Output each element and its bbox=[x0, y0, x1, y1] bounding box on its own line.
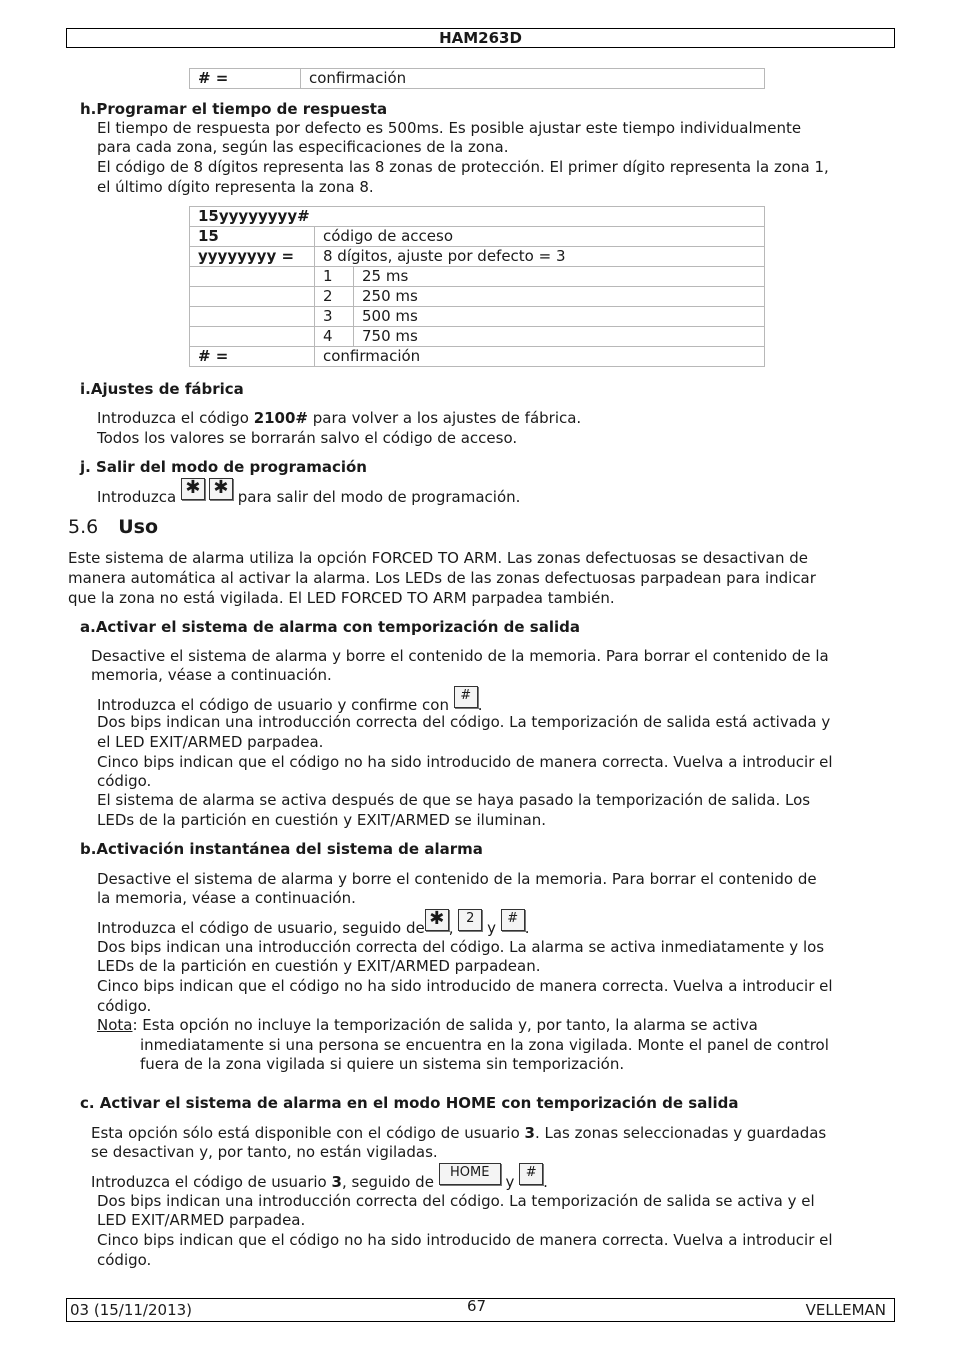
table-key: 15 bbox=[190, 227, 315, 247]
text-run: Introduzca el código de usuario, seguido de bbox=[97, 918, 425, 937]
table-value: 8 dígitos, ajuste por defecto = 3 bbox=[315, 247, 765, 267]
note-line: inmediatamente si una persona se encuentra en la zona vigilada. Monte el panel de control bbox=[140, 1036, 829, 1054]
table-key: yyyyyyyy = bbox=[190, 247, 315, 267]
section-b-line: LEDs de la partición en cuestión y EXIT/ARMED parpadean. bbox=[97, 957, 541, 975]
user-code: 3 bbox=[524, 1124, 535, 1142]
home-key-icon: HOME bbox=[439, 1163, 501, 1185]
text-run: para salir del modo de programación. bbox=[237, 487, 521, 506]
table-row bbox=[190, 307, 765, 327]
option-value: 750 ms bbox=[354, 327, 765, 347]
text-run: para volver a los ajustes de fábrica. bbox=[308, 409, 582, 427]
table-value: código de acceso bbox=[315, 227, 765, 247]
text-run: y bbox=[505, 1172, 515, 1191]
page-number: 67 bbox=[467, 1297, 487, 1315]
section-title: Uso bbox=[118, 516, 159, 538]
section-b-enter bbox=[97, 909, 530, 935]
section-c-heading: c. Activar el sistema de alarma en el modo HOME con temporización de salida bbox=[80, 1094, 739, 1112]
option-number: 1 bbox=[315, 267, 354, 287]
hash-key-icon: # bbox=[501, 909, 525, 931]
table-row bbox=[190, 267, 765, 287]
text-run: , seguido de bbox=[341, 1172, 434, 1191]
text-run: Introduzca bbox=[97, 487, 177, 506]
key-2-icon: 2 bbox=[458, 909, 482, 931]
text-run: Introduzca el código de usuario bbox=[91, 1172, 332, 1191]
note-line: fuera de la zona vigilada si quiere un sistema sin temporización. bbox=[140, 1055, 625, 1073]
section-h-line: para cada zona, según las especificaciones de la zona. bbox=[97, 138, 509, 156]
section-i-line: Todos los valores se borrarán salvo el código de acceso. bbox=[97, 429, 518, 447]
text-run: , bbox=[448, 918, 454, 937]
section-a-line: el LED EXIT/ARMED parpadea. bbox=[97, 733, 324, 751]
text-run: Introduzca el código de usuario y confirme con bbox=[97, 695, 449, 714]
section-a-heading: a.Activar el sistema de alarma con temporización de salida bbox=[80, 618, 580, 636]
hash-key-icon: # bbox=[454, 686, 478, 708]
section-a-intro: memoria, véase a continuación. bbox=[91, 666, 332, 684]
footer-brand: VELLEMAN bbox=[805, 1301, 886, 1319]
section-b-line: Cinco bips indican que el código no ha sido introducido de manera correcta. Vuelva a introducir el bbox=[97, 977, 833, 995]
table-row bbox=[190, 287, 765, 307]
table-value: confirmación bbox=[301, 69, 765, 89]
table-code: 15yyyyyyyy# bbox=[190, 207, 765, 227]
confirm-table bbox=[189, 68, 765, 89]
section-i-heading: i.Ajustes de fábrica bbox=[80, 380, 244, 398]
factory-code: 2100# bbox=[253, 409, 309, 427]
section-a-enter bbox=[97, 686, 483, 712]
section-c-intro: se desactivan y, por tanto, no están vigiladas. bbox=[91, 1143, 438, 1161]
text-run: : Esta opción no incluye la temporización de salida y, por tanto, la alarma se activa bbox=[132, 1016, 758, 1034]
text-run: . bbox=[543, 1172, 548, 1191]
section-h-heading: h.Programar el tiempo de respuesta bbox=[80, 100, 388, 118]
text-run: . Las zonas seleccionadas y guardadas bbox=[534, 1124, 827, 1142]
section-b-line: código. bbox=[97, 997, 152, 1015]
section-a-intro: Desactive el sistema de alarma y borre el contenido de la memoria. Para borrar el contenido de la bbox=[91, 647, 829, 665]
section-b-intro: la memoria, véase a continuación. bbox=[97, 889, 356, 907]
section-a-line: Cinco bips indican que el código no ha sido introducido de manera correcta. Vuelva a introducir el bbox=[97, 753, 833, 771]
section-5-6-line: que la zona no está vigilada. El LED FORCED TO ARM parpadea también. bbox=[68, 589, 615, 607]
user-code: 3 bbox=[331, 1172, 342, 1191]
option-number: 2 bbox=[315, 287, 354, 307]
section-i-line bbox=[97, 409, 581, 427]
table-key: # = bbox=[190, 69, 301, 89]
section-j-heading: j. Salir del modo de programación bbox=[80, 458, 367, 476]
text-run: . bbox=[477, 695, 483, 714]
text-run: Introduzca el código bbox=[97, 409, 254, 427]
section-c-line: LED EXIT/ARMED parpadea. bbox=[97, 1211, 306, 1229]
section-c-line: Dos bips indican una introducción correcta del código. La temporización de salida se activa y el bbox=[97, 1192, 815, 1210]
section-h-line: El código de 8 dígitos representa las 8 zonas de protección. El primer dígito representa la zona 1, bbox=[97, 158, 829, 176]
section-a-line: Dos bips indican una introducción correcta del código. La temporización de salida está activada y bbox=[97, 713, 831, 731]
section-5-6-heading bbox=[68, 516, 158, 538]
asterisk-key-icon: ✱ bbox=[425, 909, 449, 931]
section-a-line: código. bbox=[97, 772, 152, 790]
option-number: 4 bbox=[315, 327, 354, 347]
text-run: . bbox=[524, 918, 530, 937]
page-header bbox=[66, 28, 895, 48]
table-key: # = bbox=[190, 347, 315, 367]
response-time-table bbox=[189, 206, 765, 367]
text-run: Esta opción sólo está disponible con el código de usuario bbox=[91, 1124, 525, 1142]
option-number: 3 bbox=[315, 307, 354, 327]
section-5-6-line: manera automática al activar la alarma. Los LEDs de las zonas defectuosas parpadean para indicar bbox=[68, 569, 816, 587]
asterisk-key-icon: ✱ bbox=[209, 478, 233, 500]
asterisk-key-icon: ✱ bbox=[181, 478, 205, 500]
section-j-line bbox=[97, 478, 520, 504]
section-a-line: El sistema de alarma se activa después de que se haya pasado la temporización de salida. Los bbox=[97, 791, 811, 809]
section-b-heading: b.Activación instantánea del sistema de alarma bbox=[80, 840, 483, 858]
section-c-line: código. bbox=[97, 1251, 152, 1269]
table-row bbox=[190, 327, 765, 347]
section-h-line: El tiempo de respuesta por defecto es 500ms. Es posible ajustar este tiempo individualmente bbox=[97, 119, 802, 137]
option-value: 250 ms bbox=[354, 287, 765, 307]
footer-version: 03 (15/11/2013) bbox=[70, 1301, 193, 1319]
section-number: 5.6 bbox=[68, 516, 99, 538]
section-c-enter bbox=[91, 1163, 548, 1189]
section-a-line: LEDs de la partición en cuestión y EXIT/ARMED se iluminan. bbox=[97, 811, 547, 829]
model-name: HAM263D bbox=[439, 29, 522, 47]
section-c-line: Cinco bips indican que el código no ha sido introducido de manera correcta. Vuelva a introducir el bbox=[97, 1231, 833, 1249]
section-b-intro: Desactive el sistema de alarma y borre el contenido de la memoria. Para borrar el contenido de bbox=[97, 870, 817, 888]
option-value: 25 ms bbox=[354, 267, 765, 287]
section-h-line: el último dígito representa la zona 8. bbox=[97, 178, 374, 196]
note bbox=[97, 1016, 758, 1034]
option-value: 500 ms bbox=[354, 307, 765, 327]
table-value: confirmación bbox=[315, 347, 765, 367]
hash-key-icon: # bbox=[519, 1163, 543, 1185]
text-run: y bbox=[487, 918, 496, 937]
section-b-line: Dos bips indican una introducción correcta del código. La alarma se activa inmediatamente y los bbox=[97, 938, 825, 956]
page-footer bbox=[66, 1298, 895, 1322]
section-c-intro bbox=[91, 1124, 826, 1142]
note-label: Nota bbox=[97, 1016, 133, 1034]
section-5-6-line: Este sistema de alarma utiliza la opción FORCED TO ARM. Las zonas defectuosas se desactivan de bbox=[68, 549, 808, 567]
